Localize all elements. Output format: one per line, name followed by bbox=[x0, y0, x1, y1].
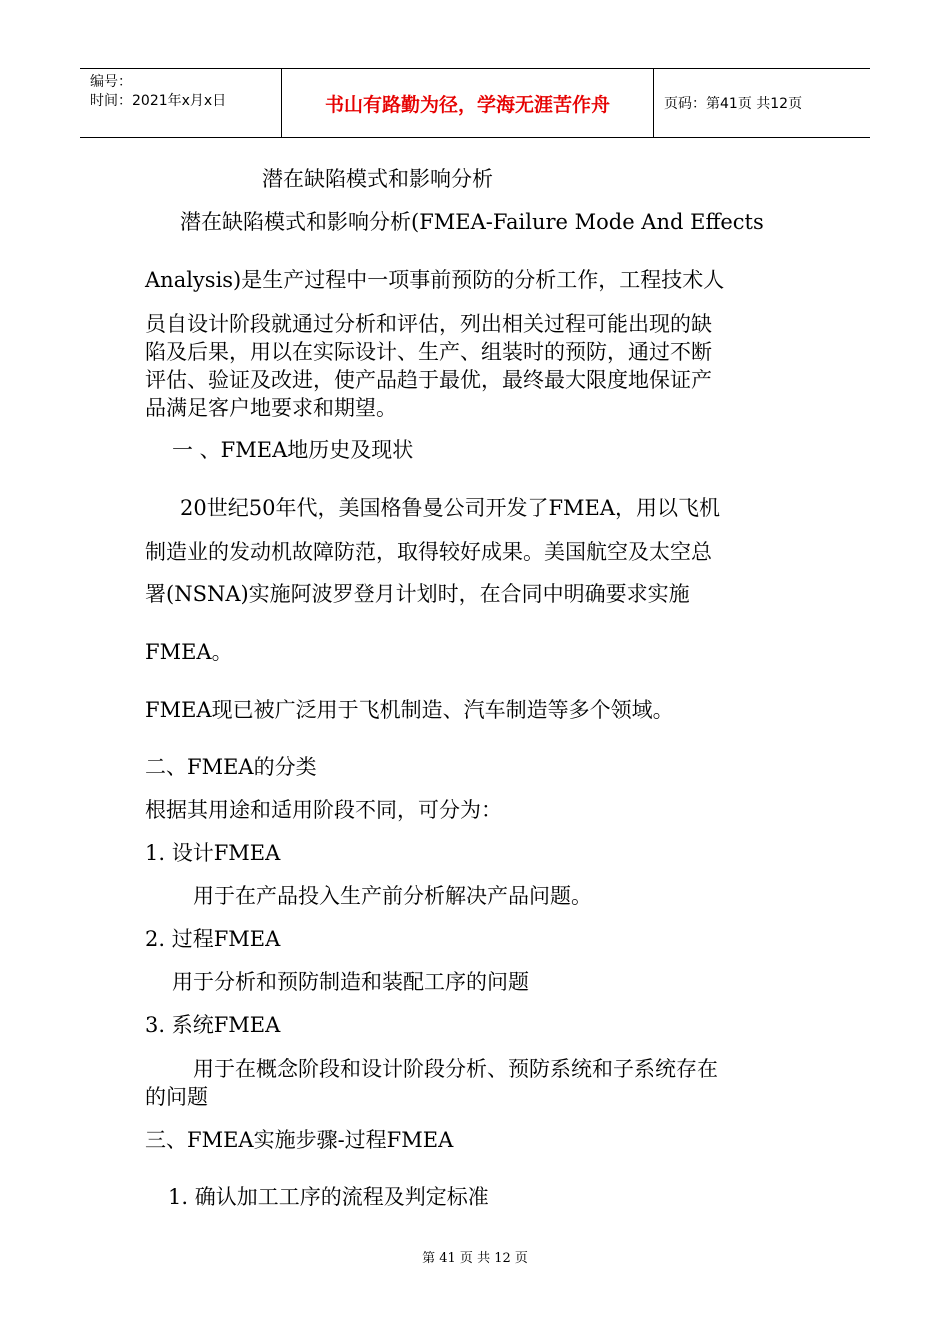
list-item: 2. 过程FMEA bbox=[145, 927, 281, 951]
footer-page-number: 第 41 页 共 12 页 bbox=[422, 1251, 528, 1266]
list-item-description: 用于分析和预防制造和装配工序的问题 bbox=[172, 970, 529, 994]
list-item: 3. 系统FMEA bbox=[145, 1013, 281, 1037]
list-item-description: 的问题 bbox=[145, 1085, 208, 1109]
header-page-cell bbox=[654, 69, 870, 137]
paragraph-line: 评估、验证及改进，使产品趋于最优，最终最大限度地保证产 bbox=[145, 368, 712, 392]
section-heading: 二、FMEA的分类 bbox=[145, 755, 317, 779]
header-page-number: 页码：第41页 共12页 bbox=[664, 96, 803, 112]
paragraph-line: 陷及后果，用以在实际设计、生产、组装时的预防，通过不断 bbox=[145, 340, 712, 364]
header-info-cell bbox=[80, 69, 282, 137]
paragraph-line: 根据其用途和适用阶段不同，可分为： bbox=[145, 798, 502, 822]
page-header bbox=[80, 68, 870, 138]
document-title: 潜在缺陷模式和影响分析 bbox=[262, 167, 493, 191]
paragraph-line: 制造业的发动机故障防范，取得较好成果。美国航空及太空总 bbox=[145, 540, 712, 564]
list-item-description: 用于在概念阶段和设计阶段分析、预防系统和子系统存在 bbox=[193, 1057, 718, 1081]
header-motto: 书山有路勤为径，学海无涯苦作舟 bbox=[324, 93, 610, 116]
list-item: 1. 设计FMEA bbox=[145, 841, 281, 865]
section-heading: 一 、FMEA地历史及现状 bbox=[172, 438, 414, 462]
paragraph-line: Analysis)是生产过程中一项事前预防的分析工作，工程技术人 bbox=[145, 268, 725, 292]
paragraph-line: 员自设计阶段就通过分析和评估，列出相关过程可能出现的缺 bbox=[145, 312, 712, 336]
document-number: 编号： bbox=[90, 74, 132, 90]
list-item: 1. 确认加工工序的流程及判定标准 bbox=[168, 1185, 489, 1209]
list-item-description: 用于在产品投入生产前分析解决产品问题。 bbox=[193, 884, 592, 908]
paragraph-line: 品满足客户地要求和期望。 bbox=[145, 396, 397, 420]
paragraph-line: 署(NSNA)实施阿波罗登月计划时，在合同中明确要求实施 bbox=[145, 582, 690, 606]
document-time: 时间：2021年x月x日 bbox=[90, 93, 227, 109]
paragraph-line: 潜在缺陷模式和影响分析(FMEA-Failure Mode And Effects bbox=[180, 210, 764, 234]
section-heading: 三、FMEA实施步骤-过程FMEA bbox=[145, 1128, 454, 1152]
paragraph-line: 20世纪50年代，美国格鲁曼公司开发了FMEA，用以飞机 bbox=[180, 496, 721, 520]
paragraph-line: FMEA。 bbox=[145, 640, 233, 664]
paragraph-line: FMEA现已被广泛用于飞机制造、汽车制造等多个领域。 bbox=[145, 698, 674, 722]
header-motto-cell bbox=[282, 69, 654, 137]
page-footer bbox=[0, 1247, 950, 1266]
